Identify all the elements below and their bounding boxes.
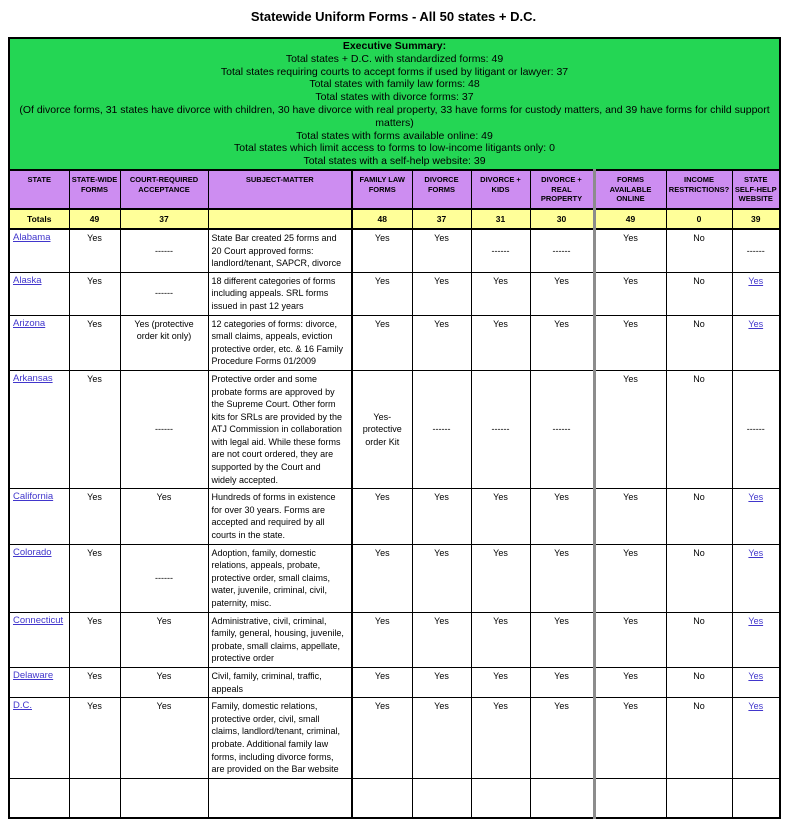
empty-cell [412, 778, 471, 818]
table-cell: No [666, 370, 732, 488]
self-help-website-link[interactable]: Yes [748, 701, 764, 712]
statewide-forms-table [8, 37, 781, 819]
totals-value: 37 [120, 209, 208, 229]
table-cell: ------ [530, 370, 594, 488]
table-cell: Yes [594, 698, 666, 779]
summary-line: Total states with divorce forms: 37 [315, 91, 474, 104]
header-cell-court-required-acceptance: COURT-REQUIRED ACCEPTANCE [120, 170, 208, 209]
page-title: Statewide Uniform Forms - All 50 states + D.C. [250, 9, 537, 24]
empty-cell [594, 778, 666, 818]
table-row [9, 272, 780, 315]
table-cell: Yes [471, 544, 530, 612]
table-cell: Yes [471, 698, 530, 779]
table-cell: Yes [352, 315, 412, 370]
table-cell: Yes [530, 272, 594, 315]
table-cell: Yes [412, 315, 471, 370]
state-link[interactable]: D.C. [13, 700, 32, 712]
state-cell [9, 272, 69, 315]
state-cell [9, 698, 69, 779]
totals-label: Totals [9, 209, 69, 229]
totals-value: 49 [69, 209, 120, 229]
totals-value [208, 209, 352, 229]
table-row [9, 698, 780, 779]
table-cell: Yes [69, 489, 120, 544]
state-link[interactable]: Alaska [13, 274, 42, 286]
executive-summary-heading: Executive Summary: [342, 40, 447, 52]
totals-value: 0 [666, 209, 732, 229]
self-help-website-link[interactable]: Yes [748, 318, 764, 329]
self-help-website-link[interactable]: Yes [748, 275, 764, 286]
table-cell: Yes [412, 667, 471, 697]
subject-matter-cell: Adoption, family, domestic relations, appeals, probate, protective order, small claims, water, juvenile, criminal, civil, paternity, misc. [208, 544, 352, 612]
table-cell [732, 544, 780, 612]
subject-matter-cell: Family, domestic relations, protective order, civil, small claims, landlord/tenant, criminal, probate. Additional family law forms, including divorce forms, are provided on the Bar website [208, 698, 352, 779]
table-cell: Yes [120, 489, 208, 544]
summary-line: Total states + D.C. with standardized forms: 49 [285, 52, 504, 65]
empty-cell [666, 778, 732, 818]
table-cell: ------ [732, 229, 780, 272]
header-cell-divorce-forms: DIVORCE FORMS [412, 170, 471, 209]
subject-matter-cell: 12 categories of forms: divorce, small claims, appeals, eviction protective order, etc. & 16 Family Procedure Forms 01/2009 [208, 315, 352, 370]
table-cell: Yes [352, 272, 412, 315]
table-cell: ------ [120, 544, 208, 612]
table-cell: No [666, 698, 732, 779]
empty-cell [208, 778, 352, 818]
table-cell: Yes [471, 272, 530, 315]
totals-value: 48 [352, 209, 412, 229]
header-cell-forms-available-online: FORMS AVAILABLE ONLINE [594, 170, 666, 209]
table-cell [732, 315, 780, 370]
table-row [9, 370, 780, 488]
table-cell: Yes [352, 544, 412, 612]
table-cell [732, 612, 780, 667]
subject-matter-cell: 18 different categories of forms including appeals. SRL forms issued in past 12 years [208, 272, 352, 315]
subject-matter-cell: Protective order and some probate forms are approved by the Supreme Court. Other form kits for SRLs are provided by the ATJ Commission in collaboration with legal aid. While these forms are not court ordered, they are supported by the Court and widely accepted. [208, 370, 352, 488]
header-cell-divorce-kids: DIVORCE + KIDS [471, 170, 530, 209]
table-cell: Yes [412, 698, 471, 779]
table-cell: No [666, 544, 732, 612]
table-cell: Yes [594, 544, 666, 612]
state-link[interactable]: California [13, 491, 54, 503]
executive-summary-row [9, 38, 780, 170]
header-cell-income-restrictions: INCOME RESTRICTIONS? [666, 170, 732, 209]
state-link[interactable]: Arkansas [13, 372, 53, 384]
table-cell: Yes [471, 667, 530, 697]
table-cell: Yes [594, 667, 666, 697]
table-cell [732, 667, 780, 697]
header-cell-family-law-forms: FAMILY LAW FORMS [352, 170, 412, 209]
table-cell: ------ [120, 229, 208, 272]
table-cell: Yes [471, 315, 530, 370]
table-cell: No [666, 229, 732, 272]
totals-value: 37 [412, 209, 471, 229]
summary-line: Total states with family law forms: 48 [309, 78, 480, 91]
table-cell: Yes [594, 612, 666, 667]
summary-line: (Of divorce forms, 31 states have divorce with children, 30 have divorce with real property, 33 have forms for custody matters, and 39 have forms for child support matters) [19, 103, 770, 129]
table-cell: Yes [69, 229, 120, 272]
table-cell: Yes [594, 489, 666, 544]
table-cell: Yes [69, 698, 120, 779]
self-help-website-link[interactable]: Yes [748, 670, 764, 681]
state-cell [9, 612, 69, 667]
table-cell: Yes [352, 612, 412, 667]
table-cell: Yes [412, 612, 471, 667]
state-cell [9, 315, 69, 370]
table-cell: ------ [120, 272, 208, 315]
table-cell [732, 698, 780, 779]
self-help-website-link[interactable]: Yes [748, 615, 764, 626]
table-cell: Yes [412, 489, 471, 544]
table-row [9, 229, 780, 272]
state-cell [9, 229, 69, 272]
table-cell: No [666, 489, 732, 544]
table-cell: Yes [530, 315, 594, 370]
table-cell: Yes [120, 698, 208, 779]
totals-value: 39 [732, 209, 780, 229]
table-cell: ------ [471, 229, 530, 272]
table-cell: ------ [120, 370, 208, 488]
table-cell: Yes [352, 229, 412, 272]
empty-cell [69, 778, 120, 818]
table-cell: Yes [69, 544, 120, 612]
table-cell: Yes [594, 315, 666, 370]
table-cell: Yes [530, 698, 594, 779]
table-row [9, 315, 780, 370]
summary-line: Total states with a self-help website: 39 [303, 155, 486, 168]
summary-line: Total states requiring courts to accept forms if used by litigant or lawyer: 37 [220, 65, 569, 78]
table-cell: Yes [530, 667, 594, 697]
table-cell: No [666, 272, 732, 315]
table-row [9, 544, 780, 612]
table-cell: ------ [471, 370, 530, 488]
state-cell [9, 370, 69, 488]
state-link[interactable]: Connecticut [13, 614, 64, 626]
table-cell: No [666, 315, 732, 370]
table-cell: Yes [352, 489, 412, 544]
partial-row [9, 778, 780, 818]
table-cell: Yes [412, 272, 471, 315]
table-cell: Yes [594, 370, 666, 488]
subject-matter-cell: Hundreds of forms in existence for over 30 years. Forms are accepted and required by all courts in the state. [208, 489, 352, 544]
subject-matter-cell: Civil, family, criminal, traffic, appeals [208, 667, 352, 697]
state-link[interactable]: Alabama [13, 231, 51, 243]
column-header-row [9, 170, 780, 209]
header-cell-state-self-help-website: STATE SELF-HELP WEBSITE [732, 170, 780, 209]
table-cell: Yes [120, 667, 208, 697]
summary-line: Total states with forms available online: 49 [296, 129, 493, 142]
table-cell: Yes [471, 612, 530, 667]
executive-summary-lines [13, 53, 776, 168]
table-cell: Yes [69, 272, 120, 315]
self-help-website-link[interactable]: Yes [748, 492, 764, 503]
table-cell: Yes [530, 544, 594, 612]
subject-matter-cell: State Bar created 25 forms and 20 Court approved forms: landlord/tenant, SAPCR, divorce [208, 229, 352, 272]
table-cell: Yes [69, 667, 120, 697]
empty-cell [732, 778, 780, 818]
table-row [9, 612, 780, 667]
empty-cell [530, 778, 594, 818]
table-cell: Yes [530, 612, 594, 667]
table-cell: Yes [594, 229, 666, 272]
table-cell: Yes [69, 315, 120, 370]
header-cell-state-wide-forms: STATE-WIDE FORMS [69, 170, 120, 209]
table-cell: Yes [352, 667, 412, 697]
header-cell-divorce-real-property: DIVORCE + REAL PROPERTY [530, 170, 594, 209]
table-cell: Yes [471, 489, 530, 544]
state-link[interactable]: Colorado [13, 546, 52, 558]
summary-line: Total states which limit access to forms to low-income litigants only: 0 [234, 142, 555, 155]
state-cell [9, 489, 69, 544]
table-cell: Yes [594, 272, 666, 315]
state-cell [9, 667, 69, 697]
table-cell: Yes- protective order Kit [352, 370, 412, 488]
table-row [9, 489, 780, 544]
state-link[interactable]: Arizona [13, 317, 46, 329]
totals-value: 49 [594, 209, 666, 229]
totals-value: 31 [471, 209, 530, 229]
empty-cell [471, 778, 530, 818]
table-cell: Yes (protective order kit only) [120, 315, 208, 370]
empty-cell [352, 778, 412, 818]
table-cell: ------ [732, 370, 780, 488]
empty-cell [9, 778, 69, 818]
self-help-website-link[interactable]: Yes [748, 547, 764, 558]
table-cell: No [666, 667, 732, 697]
table-cell: Yes [530, 489, 594, 544]
executive-summary [9, 38, 780, 170]
totals-row [9, 209, 780, 229]
table-cell [732, 272, 780, 315]
header-cell-state: STATE [9, 170, 69, 209]
subject-matter-cell: Administrative, civil, criminal, family, general, housing, juvenile, probate, small claims, appellate, protective order [208, 612, 352, 667]
table-cell: Yes [412, 229, 471, 272]
table-cell: Yes [69, 612, 120, 667]
state-cell [9, 544, 69, 612]
table-cell [732, 489, 780, 544]
table-cell: Yes [352, 698, 412, 779]
table-cell: Yes [412, 544, 471, 612]
table-cell: No [666, 612, 732, 667]
empty-cell [120, 778, 208, 818]
table-cell: Yes [120, 612, 208, 667]
table-cell: Yes [69, 370, 120, 488]
state-link[interactable]: Delaware [13, 669, 54, 681]
table-row [9, 667, 780, 697]
header-cell-subject-matter: SUBJECT-MATTER [208, 170, 352, 209]
table-cell: ------ [530, 229, 594, 272]
totals-value: 30 [530, 209, 594, 229]
table-cell: ------ [412, 370, 471, 488]
